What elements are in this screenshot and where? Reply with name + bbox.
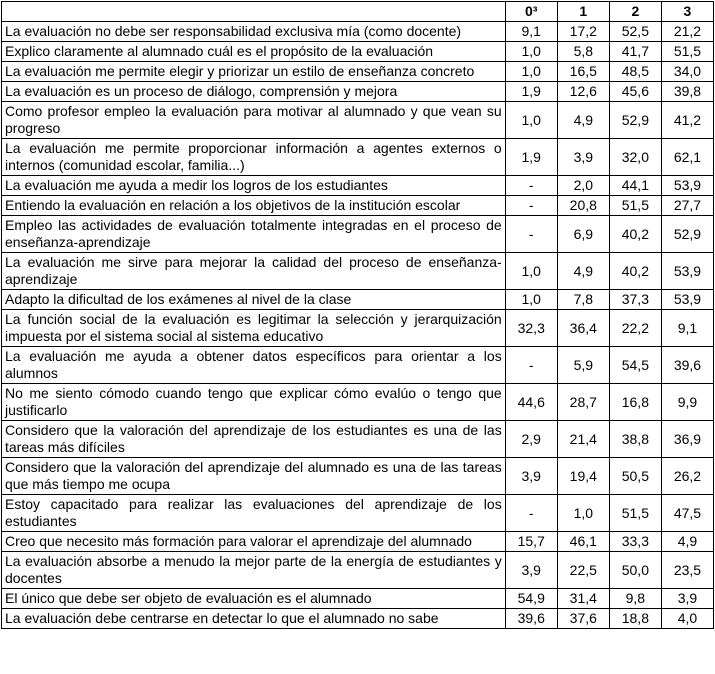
table-row	[2, 176, 714, 196]
table-row	[2, 290, 714, 310]
value-cell-3: 4,9	[661, 532, 713, 552]
value-cell-3: 4,0	[661, 609, 713, 629]
statement-cell: Considero que la valoración del aprendizaje de los estudiantes es una de las tareas más difíciles	[2, 421, 506, 458]
value-cell-1: 2,0	[557, 176, 609, 196]
results-table	[1, 1, 714, 629]
value-cell-3: 26,2	[661, 458, 713, 495]
statement-cell: Como profesor empleo la evaluación para motivar al alumnado y que vean su progreso	[2, 102, 506, 139]
table-row	[2, 384, 714, 421]
value-cell-2: 51,5	[609, 495, 661, 532]
value-cell-2: 16,8	[609, 384, 661, 421]
statement-cell: La evaluación debe centrarse en detectar lo que el alumnado no sabe	[2, 609, 506, 629]
value-cell-1: 4,9	[557, 102, 609, 139]
value-cell-3: 9,9	[661, 384, 713, 421]
value-cell-2: 51,5	[609, 196, 661, 216]
table-row	[2, 216, 714, 253]
statement-cell: Estoy capacitado para realizar las evaluaciones del aprendizaje de los estudiantes	[2, 495, 506, 532]
value-cell-3: 23,5	[661, 552, 713, 589]
value-cell-2: 22,2	[609, 310, 661, 347]
table-row	[2, 421, 714, 458]
table-row	[2, 310, 714, 347]
value-cell-0: -	[505, 196, 557, 216]
value-cell-0: 9,1	[505, 22, 557, 42]
value-cell-3: 53,9	[661, 290, 713, 310]
table-row	[2, 82, 714, 102]
column-header-1: 1	[557, 2, 609, 22]
table-row	[2, 139, 714, 176]
value-cell-2: 37,3	[609, 290, 661, 310]
value-cell-3: 53,9	[661, 176, 713, 196]
value-cell-1: 37,6	[557, 609, 609, 629]
statement-cell: El único que debe ser objeto de evaluación es el alumnado	[2, 589, 506, 609]
value-cell-0: 54,9	[505, 589, 557, 609]
statement-cell: La evaluación me ayuda a medir los logros de los estudiantes	[2, 176, 506, 196]
value-cell-3: 53,9	[661, 253, 713, 290]
value-cell-0: 1,9	[505, 139, 557, 176]
value-cell-3: 52,9	[661, 216, 713, 253]
value-cell-1: 19,4	[557, 458, 609, 495]
value-cell-3: 9,1	[661, 310, 713, 347]
value-cell-1: 4,9	[557, 253, 609, 290]
value-cell-3: 36,9	[661, 421, 713, 458]
statement-cell: La evaluación me permite elegir y priorizar un estilo de enseñanza concreto	[2, 62, 506, 82]
value-cell-0: 1,0	[505, 253, 557, 290]
value-cell-2: 40,2	[609, 253, 661, 290]
value-cell-0: 3,9	[505, 458, 557, 495]
statement-cell: La evaluación no debe ser responsabilidad exclusiva mía (como docente)	[2, 22, 506, 42]
value-cell-1: 17,2	[557, 22, 609, 42]
value-cell-0: -	[505, 495, 557, 532]
value-cell-1: 1,0	[557, 495, 609, 532]
table-row	[2, 62, 714, 82]
value-cell-0: 15,7	[505, 532, 557, 552]
statement-cell: La evaluación absorbe a menudo la mejor parte de la energía de estudiantes y docentes	[2, 552, 506, 589]
table-row	[2, 22, 714, 42]
table-row	[2, 495, 714, 532]
value-cell-3: 39,8	[661, 82, 713, 102]
value-cell-0: 39,6	[505, 609, 557, 629]
table-body	[2, 22, 714, 629]
statement-cell: Entiendo la evaluación en relación a los objetivos de la institución escolar	[2, 196, 506, 216]
value-cell-3: 41,2	[661, 102, 713, 139]
value-cell-0: -	[505, 216, 557, 253]
value-cell-0: -	[505, 176, 557, 196]
value-cell-2: 38,8	[609, 421, 661, 458]
value-cell-0: 44,6	[505, 384, 557, 421]
table-row	[2, 347, 714, 384]
value-cell-2: 40,2	[609, 216, 661, 253]
statement-cell: La evaluación me permite proporcionar información a agentes externos o internos (comunidad escolar, familia...)	[2, 139, 506, 176]
value-cell-1: 5,9	[557, 347, 609, 384]
table-row	[2, 589, 714, 609]
value-cell-0: 3,9	[505, 552, 557, 589]
value-cell-1: 12,6	[557, 82, 609, 102]
table-row	[2, 552, 714, 589]
value-cell-3: 39,6	[661, 347, 713, 384]
value-cell-2: 50,5	[609, 458, 661, 495]
statement-cell: La función social de la evaluación es legitimar la selección y jerarquización impuesta por el sistema social al sistema educativo	[2, 310, 506, 347]
value-cell-2: 41,7	[609, 42, 661, 62]
value-cell-2: 52,5	[609, 22, 661, 42]
value-cell-1: 28,7	[557, 384, 609, 421]
value-cell-1: 3,9	[557, 139, 609, 176]
value-cell-3: 21,2	[661, 22, 713, 42]
value-cell-3: 34,0	[661, 62, 713, 82]
value-cell-1: 46,1	[557, 532, 609, 552]
value-cell-0: 32,3	[505, 310, 557, 347]
value-cell-3: 27,7	[661, 196, 713, 216]
value-cell-0: -	[505, 347, 557, 384]
value-cell-1: 6,9	[557, 216, 609, 253]
value-cell-3: 62,1	[661, 139, 713, 176]
value-cell-1: 22,5	[557, 552, 609, 589]
value-cell-3: 3,9	[661, 589, 713, 609]
statement-cell: Adapto la dificultad de los exámenes al nivel de la clase	[2, 290, 506, 310]
statement-cell: La evaluación es un proceso de diálogo, comprensión y mejora	[2, 82, 506, 102]
value-cell-2: 45,6	[609, 82, 661, 102]
value-cell-1: 16,5	[557, 62, 609, 82]
statement-cell: La evaluación me sirve para mejorar la calidad del proceso de enseñanza-aprendizaje	[2, 253, 506, 290]
value-cell-2: 50,0	[609, 552, 661, 589]
column-header-2: 2	[609, 2, 661, 22]
statement-cell: No me siento cómodo cuando tengo que explicar cómo evalúo o tengo que justificarlo	[2, 384, 506, 421]
table-row	[2, 196, 714, 216]
value-cell-2: 44,1	[609, 176, 661, 196]
value-cell-0: 1,9	[505, 82, 557, 102]
statement-cell: La evaluación me ayuda a obtener datos específicos para orientar a los alumnos	[2, 347, 506, 384]
value-cell-1: 20,8	[557, 196, 609, 216]
value-cell-0: 1,0	[505, 102, 557, 139]
value-cell-3: 51,5	[661, 42, 713, 62]
corner-cell	[2, 2, 506, 22]
table-row	[2, 609, 714, 629]
value-cell-0: 1,0	[505, 62, 557, 82]
value-cell-2: 48,5	[609, 62, 661, 82]
column-header-0: 0³	[505, 2, 557, 22]
table-row	[2, 458, 714, 495]
value-cell-0: 2,9	[505, 421, 557, 458]
value-cell-1: 36,4	[557, 310, 609, 347]
table-row	[2, 532, 714, 552]
value-cell-2: 54,5	[609, 347, 661, 384]
value-cell-2: 33,3	[609, 532, 661, 552]
value-cell-1: 7,8	[557, 290, 609, 310]
value-cell-1: 21,4	[557, 421, 609, 458]
statement-cell: Empleo las actividades de evaluación totalmente integradas en el proceso de enseñanza-aprendizaje	[2, 216, 506, 253]
statement-cell: Explico claramente al alumnado cuál es el propósito de la evaluación	[2, 42, 506, 62]
value-cell-0: 1,0	[505, 42, 557, 62]
value-cell-2: 18,8	[609, 609, 661, 629]
value-cell-2: 32,0	[609, 139, 661, 176]
value-cell-2: 52,9	[609, 102, 661, 139]
value-cell-0: 1,0	[505, 290, 557, 310]
table-row	[2, 253, 714, 290]
value-cell-3: 47,5	[661, 495, 713, 532]
column-header-3: 3	[661, 2, 713, 22]
value-cell-1: 31,4	[557, 589, 609, 609]
table-row	[2, 102, 714, 139]
value-cell-2: 9,8	[609, 589, 661, 609]
table-row	[2, 42, 714, 62]
statement-cell: Creo que necesito más formación para valorar el aprendizaje del alumnado	[2, 532, 506, 552]
value-cell-1: 5,8	[557, 42, 609, 62]
table-header	[2, 2, 714, 22]
header-row	[2, 2, 714, 22]
statement-cell: Considero que la valoración del aprendizaje del alumnado es una de las tareas que más tiempo me ocupa	[2, 458, 506, 495]
